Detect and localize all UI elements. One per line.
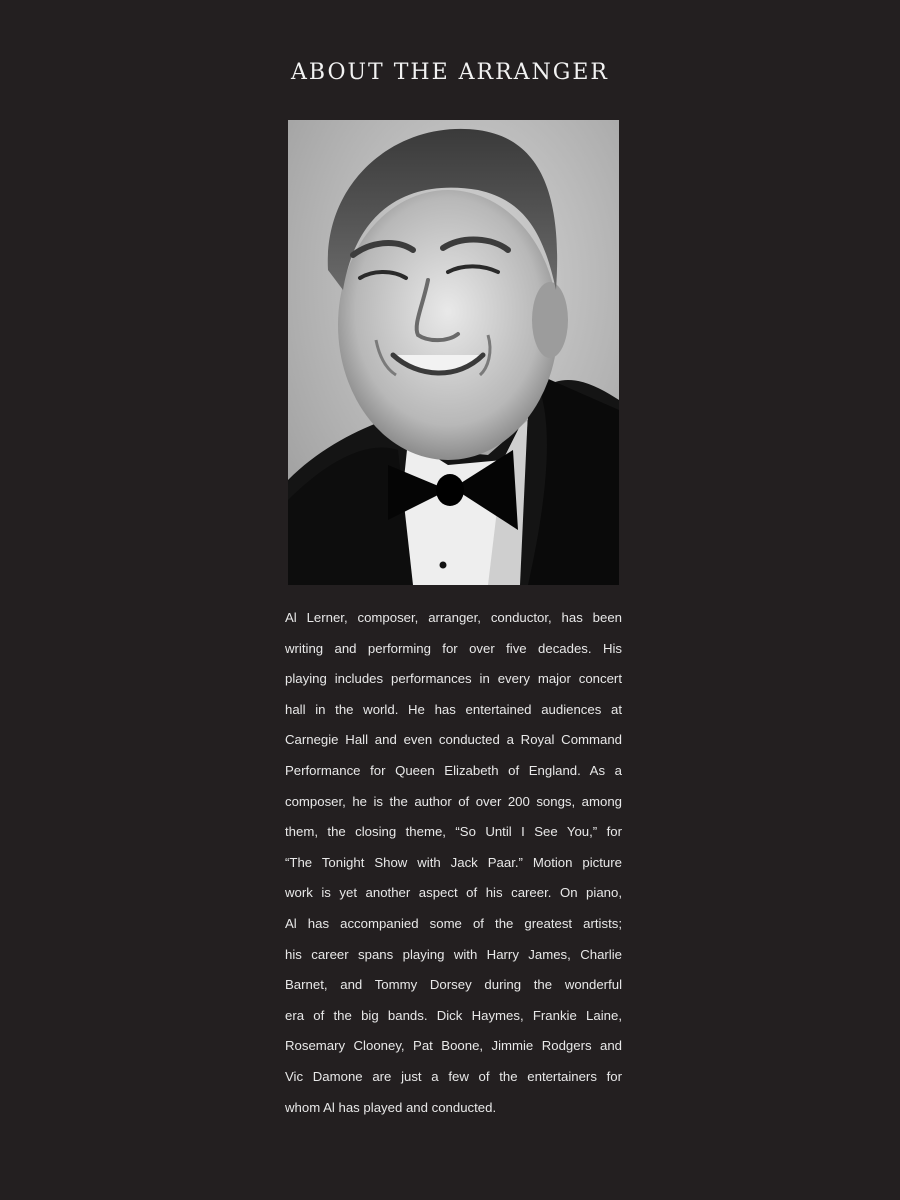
bio-line: Al has accompanied some of the greatest artists; — [285, 915, 622, 931]
portrait-photo — [288, 120, 619, 585]
portrait-illustration — [288, 120, 619, 585]
bio-line: Al Lerner, composer, arranger, conductor, has been — [285, 610, 622, 625]
bio-line: playing includes performances in every major concert — [285, 671, 622, 687]
bio-line: them, the closing theme, “So Until I See You,” for — [285, 824, 622, 840]
bio-line: Vic Damone are just a few of the entertainers for — [285, 1068, 622, 1084]
bio-line: Carnegie Hall and even conducted a Royal Command — [285, 732, 622, 748]
bio-line: Barnet, and Tommy Dorsey during the wonderful — [285, 977, 622, 993]
biography-text — [285, 603, 622, 1123]
bio-line: composer, he is the author of over 200 songs, among — [285, 793, 622, 809]
bio-line: Rosemary Clooney, Pat Boone, Jimmie Rodgers and — [285, 1038, 622, 1054]
bio-line: hall in the world. He has entertained audiences at — [285, 701, 622, 717]
bio-line: his career spans playing with Harry James, Charlie — [285, 946, 622, 962]
bio-line: Performance for Queen Elizabeth of England. As a — [285, 762, 622, 778]
bio-line: writing and performing for over five decades. His — [285, 640, 622, 656]
bio-line: era of the big bands. Dick Haymes, Frankie Laine, — [285, 1007, 622, 1023]
page-title: ABOUT THE ARRANGER — [291, 60, 609, 85]
bio-line: whom Al has played and conducted. — [285, 1099, 497, 1115]
bio-line: work is yet another aspect of his career. On piano, — [285, 885, 622, 901]
bio-line: “The Tonight Show with Jack Paar.” Motion picture — [285, 854, 622, 870]
